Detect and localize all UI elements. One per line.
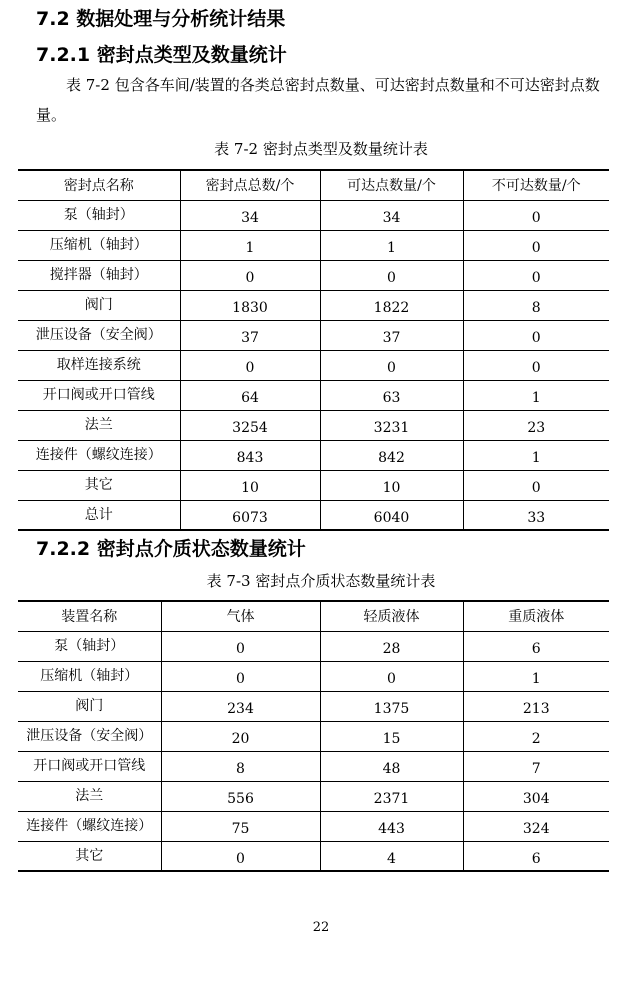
table-row [18, 661, 609, 691]
value-cell: 0 [161, 661, 320, 691]
value-cell: 234 [161, 691, 320, 721]
row-label-cell: 泵（轴封） [18, 631, 161, 661]
row-label-cell: 连接件（螺纹连接） [18, 811, 161, 841]
value-cell: 0 [463, 320, 609, 350]
value-cell: 0 [463, 470, 609, 500]
value-cell: 33 [463, 500, 609, 530]
row-label-cell: 压缩机（轴封） [18, 661, 161, 691]
row-label-cell: 开口阀或开口管线 [18, 751, 161, 781]
value-cell: 443 [320, 811, 463, 841]
value-cell: 1822 [320, 290, 463, 320]
value-cell: 37 [320, 320, 463, 350]
value-cell: 0 [180, 350, 320, 380]
row-label-cell: 总计 [18, 500, 180, 530]
value-cell: 0 [320, 350, 463, 380]
value-cell: 6 [463, 841, 609, 871]
value-cell: 3254 [180, 410, 320, 440]
value-cell: 3231 [320, 410, 463, 440]
value-cell: 556 [161, 781, 320, 811]
table1-caption: 表 7-2 密封点类型及数量统计表 [214, 140, 428, 158]
row-label-cell: 取样连接系统 [18, 350, 180, 380]
subsection-heading-7-2-2: 7.2.2 密封点介质状态数量统计 [36, 538, 306, 560]
row-label-cell: 开口阀或开口管线 [18, 380, 180, 410]
table-row [18, 751, 609, 781]
row-label-cell: 阀门 [18, 290, 180, 320]
value-cell: 0 [463, 350, 609, 380]
table-row [18, 721, 609, 751]
column-header: 密封点名称 [18, 170, 180, 200]
value-cell: 7 [463, 751, 609, 781]
section-heading: 7.2 数据处理与分析统计结果 [36, 8, 286, 30]
value-cell: 1 [463, 661, 609, 691]
subsection-heading-7-2-1: 7.2.1 密封点类型及数量统计 [36, 44, 287, 66]
value-cell: 2371 [320, 781, 463, 811]
column-header: 重质液体 [463, 601, 609, 631]
table-row [18, 260, 609, 290]
intro-paragraph: 表 7-2 包含各车间/装置的各类总密封点数量、可达密封点数量和不可达密封点数量。 [36, 76, 600, 124]
value-cell: 6 [463, 631, 609, 661]
value-cell: 37 [180, 320, 320, 350]
table-row [18, 811, 609, 841]
value-cell: 0 [320, 260, 463, 290]
value-cell: 20 [161, 721, 320, 751]
column-header: 密封点总数/个 [180, 170, 320, 200]
row-label-cell: 连接件（螺纹连接） [18, 440, 180, 470]
value-cell: 6073 [180, 500, 320, 530]
table-row [18, 350, 609, 380]
column-header: 不可达数量/个 [463, 170, 609, 200]
table-row [18, 500, 609, 530]
table-row [18, 631, 609, 661]
value-cell: 15 [320, 721, 463, 751]
table-row [18, 380, 609, 410]
medium-state-table [18, 600, 609, 872]
table-row [18, 200, 609, 230]
value-cell: 63 [320, 380, 463, 410]
row-label-cell: 泄压设备（安全阀） [18, 721, 161, 751]
value-cell: 28 [320, 631, 463, 661]
table-row [18, 781, 609, 811]
value-cell: 48 [320, 751, 463, 781]
value-cell: 0 [180, 260, 320, 290]
column-header: 可达点数量/个 [320, 170, 463, 200]
row-label-cell: 泵（轴封） [18, 200, 180, 230]
value-cell: 8 [463, 290, 609, 320]
row-label-cell: 泄压设备（安全阀） [18, 320, 180, 350]
value-cell: 10 [320, 470, 463, 500]
value-cell: 0 [463, 230, 609, 260]
value-cell: 0 [463, 200, 609, 230]
value-cell: 1 [180, 230, 320, 260]
column-header: 气体 [161, 601, 320, 631]
column-header: 轻质液体 [320, 601, 463, 631]
value-cell: 34 [320, 200, 463, 230]
row-label-cell: 法兰 [18, 410, 180, 440]
value-cell: 6040 [320, 500, 463, 530]
page-number: 22 [312, 920, 330, 935]
value-cell: 2 [463, 721, 609, 751]
value-cell: 34 [180, 200, 320, 230]
column-header: 装置名称 [18, 601, 161, 631]
value-cell: 10 [180, 470, 320, 500]
value-cell: 1 [463, 380, 609, 410]
value-cell: 8 [161, 751, 320, 781]
value-cell: 4 [320, 841, 463, 871]
value-cell: 842 [320, 440, 463, 470]
value-cell: 64 [180, 380, 320, 410]
row-label-cell: 搅拌器（轴封） [18, 260, 180, 290]
value-cell: 75 [161, 811, 320, 841]
table-row [18, 440, 609, 470]
value-cell: 324 [463, 811, 609, 841]
table2-caption: 表 7-3 密封点介质状态数量统计表 [206, 572, 436, 590]
value-cell: 1 [320, 230, 463, 260]
value-cell: 843 [180, 440, 320, 470]
table-header-row [18, 170, 609, 200]
table-header-row [18, 601, 609, 631]
row-label-cell: 压缩机（轴封） [18, 230, 180, 260]
table-row [18, 320, 609, 350]
seal-point-type-table [18, 169, 609, 531]
table-row [18, 410, 609, 440]
value-cell: 304 [463, 781, 609, 811]
row-label-cell: 法兰 [18, 781, 161, 811]
row-label-cell: 其它 [18, 841, 161, 871]
value-cell: 1375 [320, 691, 463, 721]
table-row [18, 230, 609, 260]
value-cell: 0 [320, 661, 463, 691]
value-cell: 0 [161, 631, 320, 661]
row-label-cell: 阀门 [18, 691, 161, 721]
value-cell: 0 [463, 260, 609, 290]
table-row [18, 290, 609, 320]
value-cell: 0 [161, 841, 320, 871]
table-row [18, 691, 609, 721]
value-cell: 1830 [180, 290, 320, 320]
table-row [18, 841, 609, 871]
value-cell: 23 [463, 410, 609, 440]
table-row [18, 470, 609, 500]
row-label-cell: 其它 [18, 470, 180, 500]
value-cell: 213 [463, 691, 609, 721]
value-cell: 1 [463, 440, 609, 470]
